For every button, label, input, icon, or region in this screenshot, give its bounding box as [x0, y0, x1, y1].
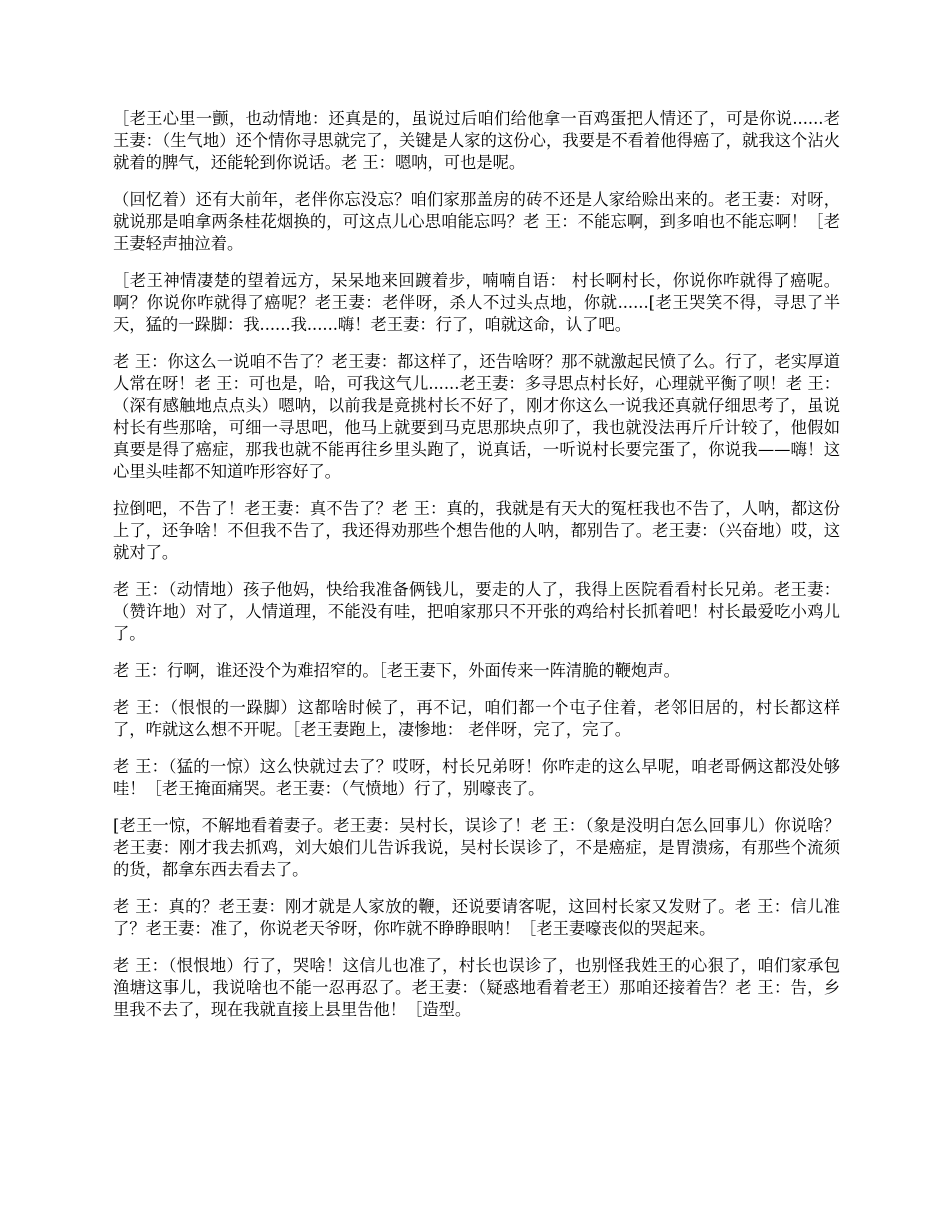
paragraph: 老 王：（恨恨的一跺脚）这都啥时候了，再不记，咱们都一个屯子住着，老邻旧居的，村长都这样了，咋就这么想不开呢。［老王妻跑上，凄惨地： 老伴呀，完了，完了。 [113, 698, 840, 739]
paragraph: （回忆着）还有大前年，老伴你忘没忘？咱们家那盖房的砖不还是人家给赊出来的。老王妻：对呀，就说那是咱拿两条桂花烟换的，可这点儿心思咱能忘吗？老 王：不能忘啊，到多咱也不能忘啊！［老王妻轻声抽泣着。 [113, 190, 840, 253]
paragraph: 老 王：（动情地）孩子他妈，快给我准备俩钱儿，要走的人了，我得上医院看看村长兄弟。老王妻：（赞许地）对了，人情道理，不能没有哇，把咱家那只不开张的鸡给村长抓着吧！村长最爱吃小鸡儿了。 [113, 580, 840, 643]
paragraph: [老王一惊，不解地看着妻子。老王妻：吴村长，误诊了！老 王：（象是没明白怎么回事儿）你说啥？老王妻：刚才我去抓鸡，刘大娘们儿告诉我说，吴村长误诊了，不是癌症，是胃溃疡，有那些个流须的货，都拿东西去看去了。 [113, 816, 840, 879]
paragraph: 拉倒吧，不告了！老王妻：真不告了？老 王：真的，我就是有天大的冤枉我也不告了，人呐，都这份上了，还争啥！不但我不告了，我还得劝那些个想告他的人呐，都别告了。老王妻：（兴奋地）哎，这就对了。 [113, 499, 840, 562]
document-body [113, 108, 840, 1036]
paragraph: 老 王：行啊，谁还没个为难招窄的。［老王妻下，外面传来一阵清脆的鞭炮声。 [113, 661, 680, 680]
paragraph: ［老王心里一颤，也动情地：还真是的，虽说过后咱们给他拿一百鸡蛋把人情还了，可是你说......老王妻：（生气地）还个情你寻思就完了，关键是人家的这份心，我要是不看着他得癌了，就我这个沾火就着的脾气，还能轮到你说话。老 王：嗯呐，可也是呢。 [113, 109, 840, 172]
paragraph: 老 王：你这么一说咱不告了？老王妻：都这样了，还告啥呀？那不就激起民愤了么。行了，老实厚道人常在呀！老 王：可也是，哈，可我这气儿......老王妻：多寻思点村长好，心理就平衡了呗！老 王：（深有感触地点点头）嗯呐，以前我是竟挑村长不好了，刚才你这么一说我还真就仔细思考了，虽说村长有些那啥，可细一寻思吧，他马上就要到马克思那块点卯了，我也就没法再斤斤计较了，他假如真要是得了癌症，那我也就不能再往乡里头跑了，说真话，一听说村长要完蛋了，你说我——嗨！这心里头哇都不知道咋形容好了。 [113, 352, 840, 481]
paragraph: 老 王：（猛的一惊）这么快就过去了？哎呀，村长兄弟呀！你咋走的这么早呢，咱老哥俩这都没处够哇！［老王掩面痛哭。老王妻：（气愤地）行了，别嚎丧了。 [113, 757, 840, 798]
paragraph: ［老王神情凄楚的望着远方，呆呆地来回踱着步，喃喃自语： 村长啊村长，你说你咋就得了癌呢。啊？你说你咋就得了癌呢？老王妻：老伴呀，杀人不过头点地，你就......[老王哭笑不得，寻思了半天，猛的一跺脚：我......我......嗨！老王妻：行了，咱就这命，认了吧。 [113, 271, 840, 334]
paragraph: 老 王：（恨恨地）行了，哭啥！这信儿也准了，村长也误诊了，也别怪我姓王的心狠了，咱们家承包渔塘这事儿，我说啥也不能一忍再忍了。老王妻：（疑惑地看着老王）那咱还接着告？老 王：告，乡里我不去了，现在我就直接上县里告他！［造型。 [113, 956, 840, 1019]
paragraph: 老 王：真的？老王妻：刚才就是人家放的鞭，还说要请客呢，这回村长家又发财了。老 王：信儿准了？老王妻：准了，你说老天爷呀，你咋就不睁睁眼呐！［老王妻嚎丧似的哭起来。 [113, 897, 840, 938]
